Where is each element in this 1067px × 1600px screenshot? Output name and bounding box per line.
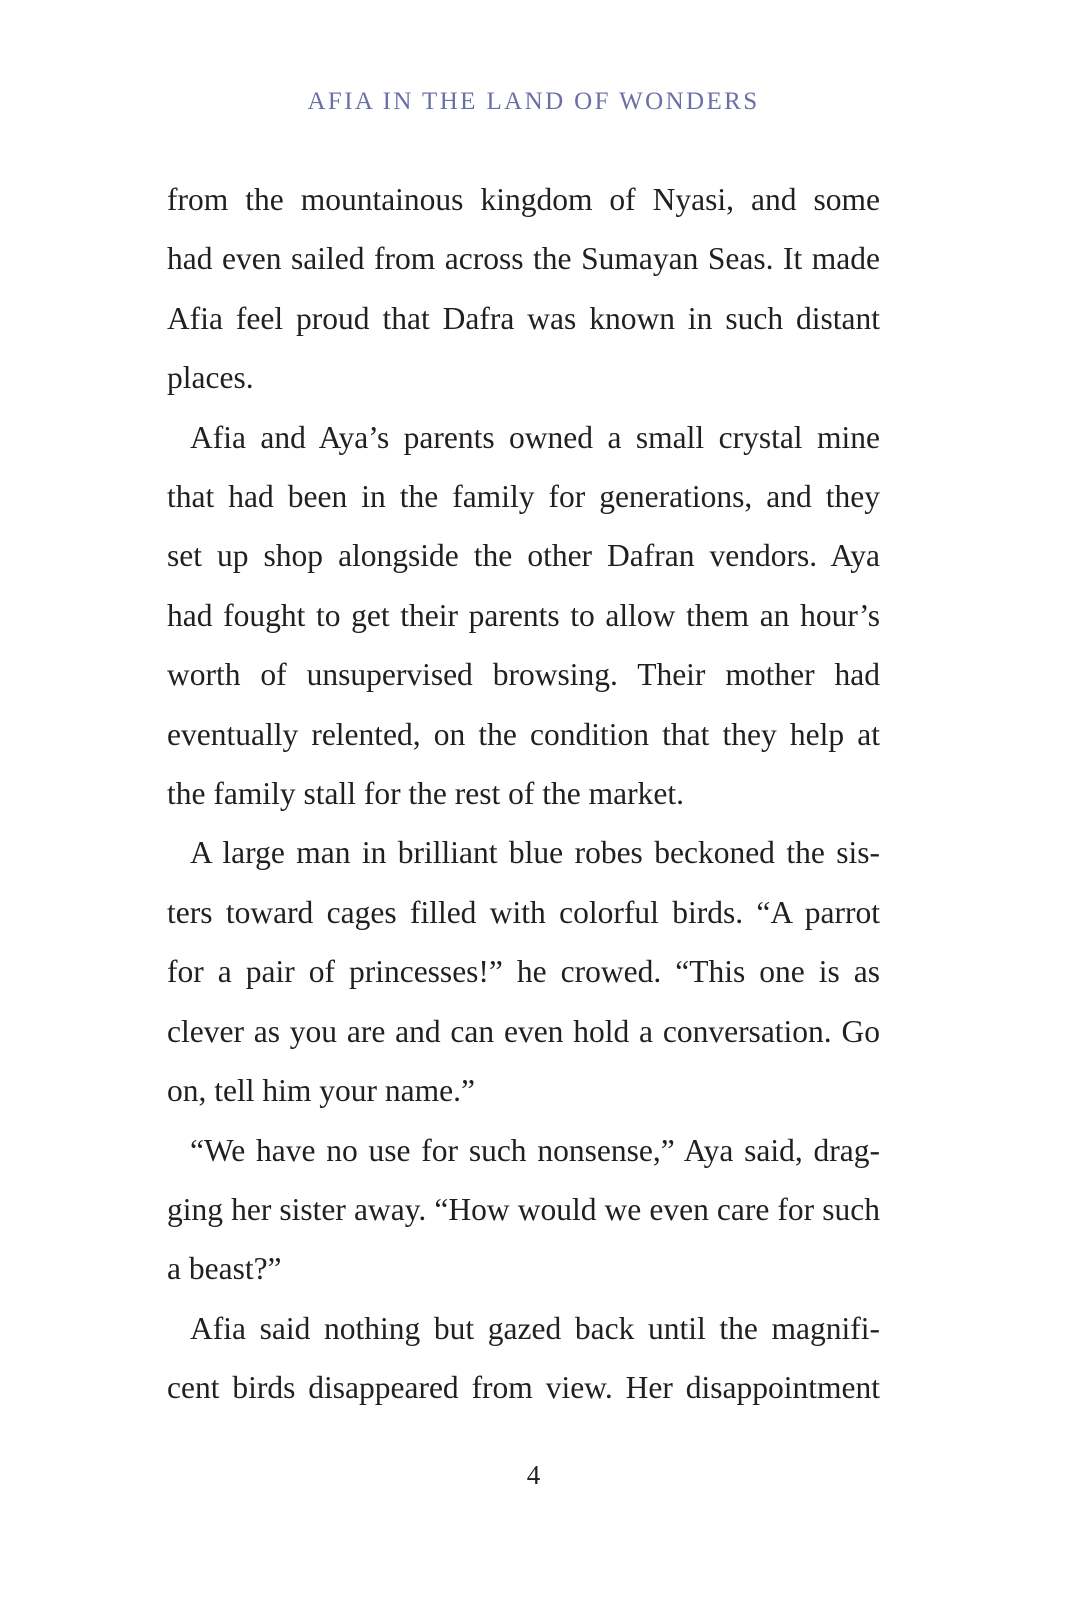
page-number: 4 xyxy=(526,1460,541,1490)
text-line: A large man in brilliant blue robes beckoned the sis- xyxy=(190,835,880,871)
paragraph xyxy=(167,823,880,1120)
paragraph xyxy=(167,1121,880,1299)
paragraph xyxy=(167,408,880,824)
text-line: places. xyxy=(167,360,254,396)
text-line: on, tell him your name.” xyxy=(167,1073,475,1109)
text-line: Afia and Aya’s parents owned a small crystal mine xyxy=(190,419,880,455)
paragraph xyxy=(167,1299,880,1418)
text-line: Afia said nothing but gazed back until the magnifi- xyxy=(190,1310,880,1346)
text-line: Afia feel proud that Dafra was known in such distant xyxy=(167,300,880,336)
text-line: for a pair of princesses!” he crowed. “This one is as xyxy=(167,954,880,990)
text-line: had fought to get their parents to allow them an hour’s xyxy=(167,597,880,633)
paragraph xyxy=(167,170,880,408)
text-line: clever as you are and can even hold a conversation. Go xyxy=(167,1013,880,1049)
text-line: had even sailed from across the Sumayan Seas. It made xyxy=(167,241,880,277)
text-line: ters toward cages filled with colorful birds. “A parrot xyxy=(167,894,880,930)
text-line: from the mountainous kingdom of Nyasi, and some xyxy=(167,182,880,217)
text-line: set up shop alongside the other Dafran vendors. Aya xyxy=(167,538,880,574)
text-line: ging her sister away. “How would we even care for such xyxy=(167,1191,880,1227)
text-line: that had been in the family for generations, and they xyxy=(167,479,880,515)
text-line: “We have no use for such nonsense,” Aya said, drag- xyxy=(190,1132,880,1168)
text-line: eventually relented, on the condition that they help at xyxy=(167,716,880,752)
text-line: worth of unsupervised browsing. Their mother had xyxy=(167,657,880,693)
text-line: the family stall for the rest of the market. xyxy=(167,776,684,812)
text-line: cent birds disappeared from view. Her disappointment xyxy=(167,1370,880,1406)
running-head: AFIA IN THE LAND OF WONDERS xyxy=(307,88,760,115)
text-line: a beast?” xyxy=(167,1251,282,1287)
body-text xyxy=(167,170,880,1418)
